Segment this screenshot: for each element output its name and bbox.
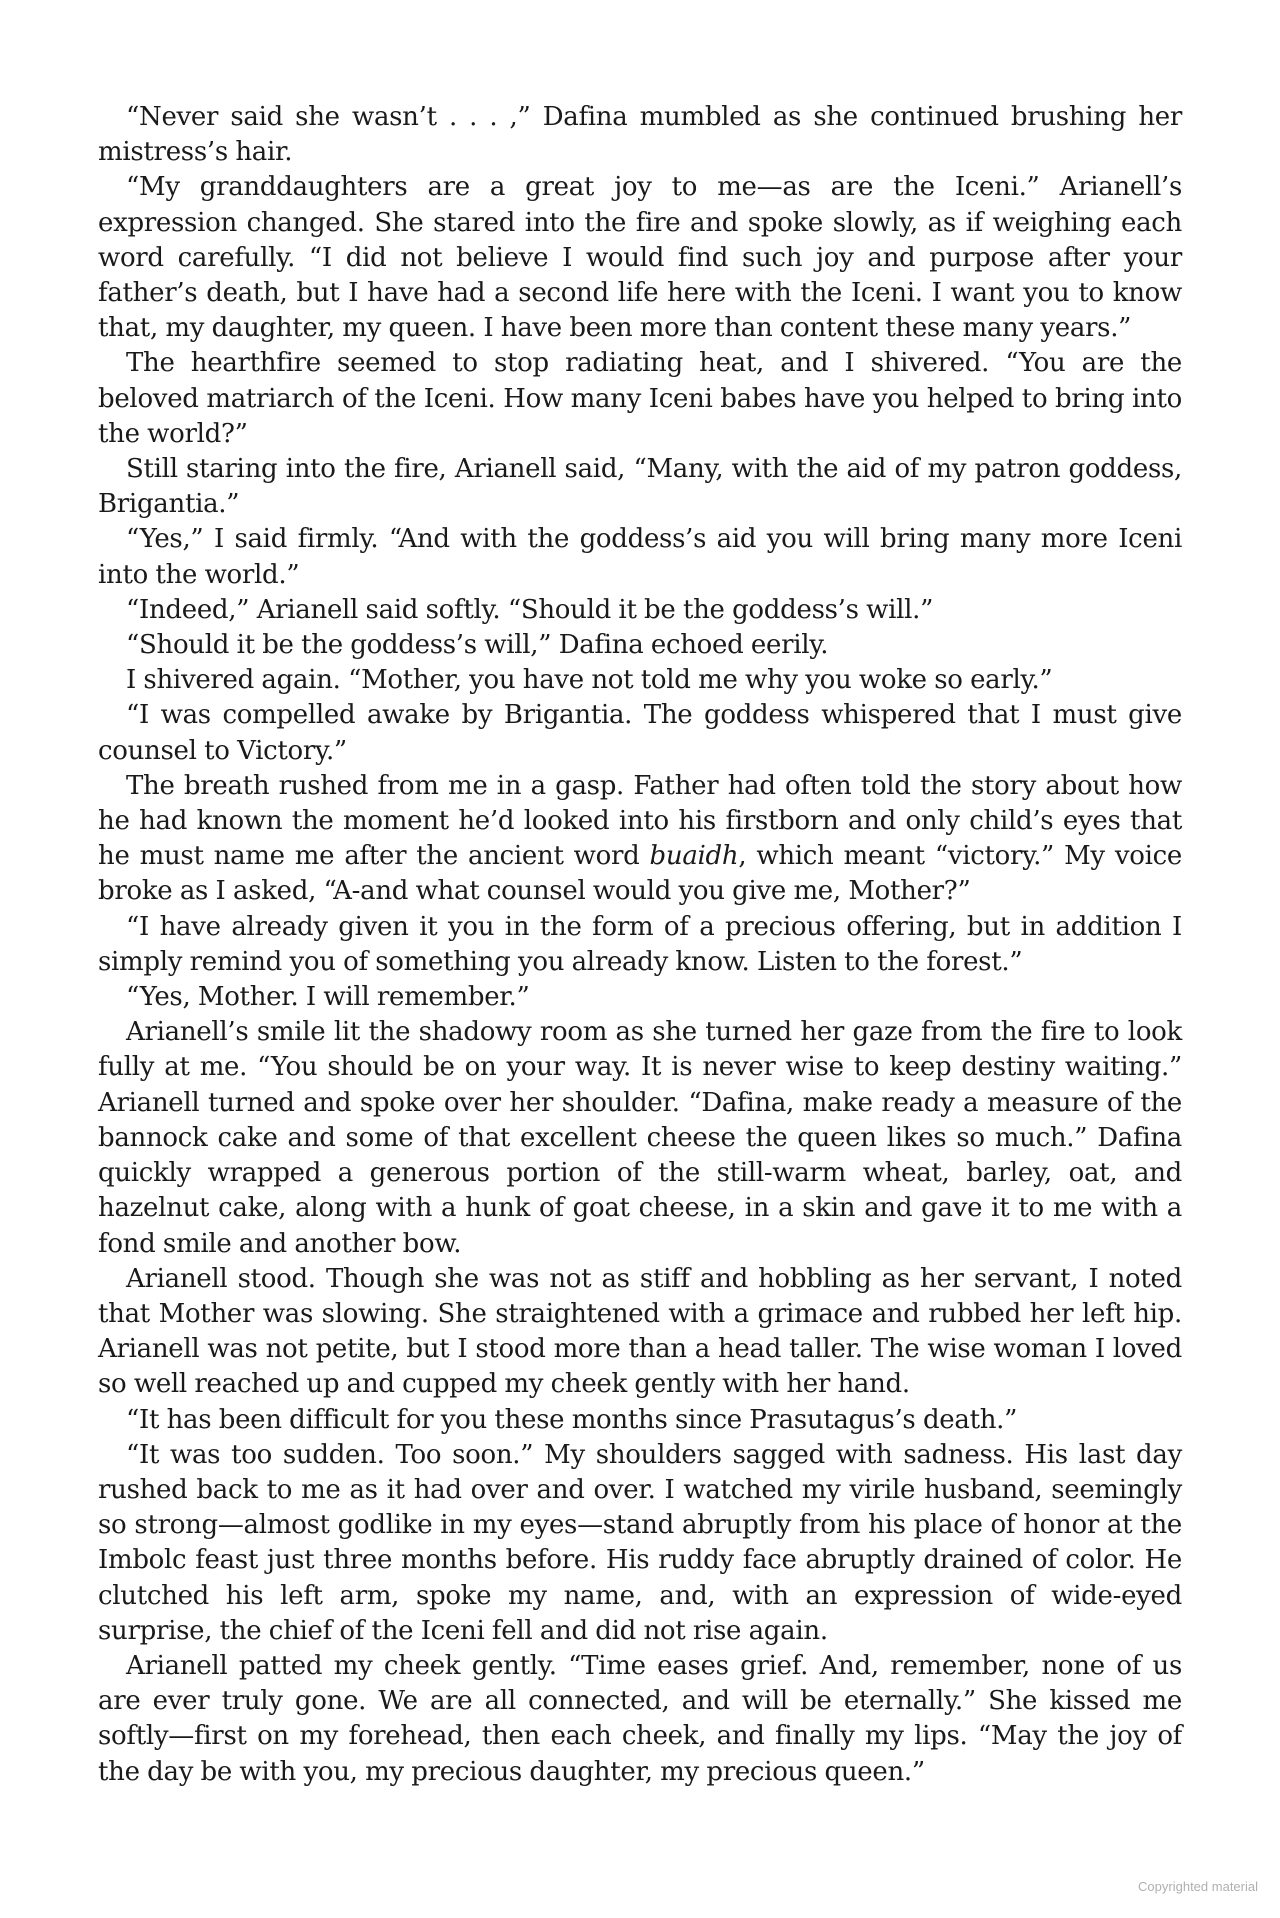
copyright-watermark: Copyrighted material bbox=[1138, 1879, 1258, 1894]
paragraph: “Yes, Mother. I will remember.” bbox=[126, 982, 530, 1013]
paragraph-text: The breath rushed from me in a gasp. Father had often told the story about how he had known the moment he’d looked into his firstborn and only child’s eyes that he must name me after the ancient word bbox=[98, 770, 1182, 872]
paragraph: I shivered again. “Mother, you have not told me why you woke so early.” bbox=[126, 665, 1053, 696]
paragraph: “Indeed,” Arianell said softly. “Should it be the goddess’s will.” bbox=[126, 594, 934, 625]
italic-word: buaidh bbox=[649, 841, 739, 872]
paragraph: “Never said she wasn’t . . . ,” Dafina mumbled as she continued brushing her mistress’s hair. bbox=[98, 102, 1182, 168]
paragraph: Arianell’s smile lit the shadowy room as she turned her gaze from the fire to look fully at me. “You should be on your way. It is never wise to keep destiny waiting.” Arianell turned and spoke over her shoulder. “Dafina, make ready a measure of the bannock cake and some of that excellent cheese the queen likes so much.” Dafina quickly wrapped a generous portion of the still-warm wheat, barley, oat, and hazelnut cake, along with a hunk of goat cheese, in a skin and gave it to me with a fond smile and another bow. bbox=[98, 1017, 1182, 1259]
paragraph-text: , which meant “victory.” My voice broke as I asked, “A-and what counsel would you give me, Mother?” bbox=[98, 841, 1182, 907]
page-body bbox=[98, 100, 1182, 1790]
paragraph: “I have already given it you in the form of a precious offering, but in addition I simply remind you of something you already know. Listen to the forest.” bbox=[98, 911, 1182, 977]
paragraph: Still staring into the fire, Arianell said, “Many, with the aid of my patron goddess, Brigantia.” bbox=[98, 454, 1182, 520]
paragraph: “My granddaughters are a great joy to me—as are the Iceni.” Arianell’s expression changed. She stared into the fire and spoke slowly, as if weighing each word carefully. “I did not believe I would find such joy and purpose after your father’s death, but I have had a second life here with the Iceni. I want you to know that, my daughter, my queen. I have been more than content these many years.” bbox=[98, 172, 1182, 344]
paragraph: “Yes,” I said firmly. “And with the goddess’s aid you will bring many more Iceni into the world.” bbox=[98, 524, 1182, 590]
paragraph: “It was too sudden. Too soon.” My shoulders sagged with sadness. His last day rushed back to me as it had over and over. I watched my virile husband, seemingly so strong—almost godlike in my eyes—stand abruptly from his place of honor at the Imbolc feast just three months before. His ruddy face abruptly drained of color. He clutched his left arm, spoke my name, and, with an expression of wide-eyed surprise, the chief of the Iceni fell and did not rise again. bbox=[98, 1439, 1182, 1646]
paragraph: “I was compelled awake by Brigantia. The goddess whispered that I must give counsel to Victory.” bbox=[98, 700, 1182, 766]
paragraph: Arianell patted my cheek gently. “Time eases grief. And, remember, none of us are ever truly gone. We are all connected, and will be eternally.” She kissed me softly—first on my forehead, then each cheek, and finally my lips. “May the joy of the day be with you, my precious daughter, my precious queen.” bbox=[98, 1650, 1182, 1787]
paragraph: “It has been difficult for you these months since Prasutagus’s death.” bbox=[126, 1404, 1018, 1435]
paragraph: The hearthfire seemed to stop radiating heat, and I shivered. “You are the beloved matriarch of the Iceni. How many Iceni babes have you helped to bring into the world?” bbox=[98, 348, 1182, 449]
paragraph: Arianell stood. Though she was not as stiff and hobbling as her servant, I noted that Mother was slowing. She straightened with a grimace and rubbed her left hip. Arianell was not petite, but I stood more than a head taller. The wise woman I loved so well reached up and cupped my cheek gently with her hand. bbox=[98, 1263, 1182, 1400]
paragraph: “Should it be the goddess’s will,” Dafina echoed eerily. bbox=[126, 630, 829, 661]
paragraph-with-italic bbox=[98, 769, 1182, 910]
